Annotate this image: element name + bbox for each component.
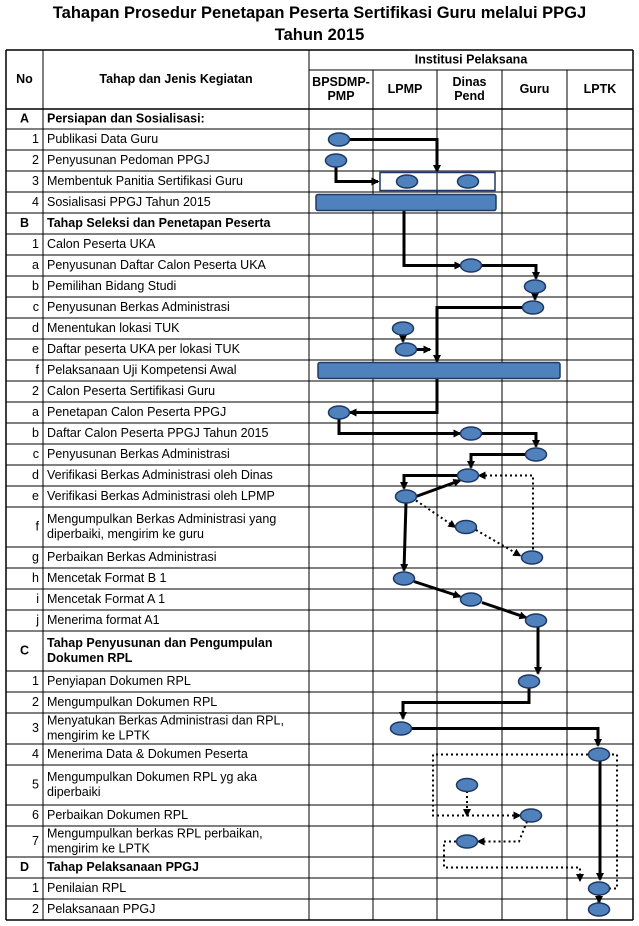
row-no: 6: [32, 807, 39, 822]
row-activity: Persiapan dan Sosialisasi:: [47, 111, 205, 126]
row-no: 5: [32, 777, 39, 792]
flow-arrow: [404, 211, 461, 266]
row-activity: Penyusunan Berkas Administrasi: [47, 446, 230, 461]
row-no: 2: [32, 901, 39, 916]
flow-node: [589, 903, 610, 916]
row-no: 1: [32, 131, 39, 146]
row-activity: diperbaiki, mengirim ke guru: [47, 526, 205, 541]
row-no: g: [32, 549, 39, 564]
row-activity: Penyusunan Berkas Administrasi: [47, 299, 230, 314]
row-activity: Menentukan lokasi TUK: [47, 320, 180, 335]
row-activity: Mengumpulkan Dokumen RPL yg aka: [47, 769, 258, 784]
row-activity: Daftar Calon Peserta PPGJ Tahun 2015: [47, 425, 269, 440]
row-activity: Pelaksanaan Uji Kompetensi Awal: [47, 362, 237, 377]
row-activity: Penyiapan Dokumen RPL: [47, 673, 191, 688]
row-no: 2: [32, 152, 39, 167]
row-no: C: [19, 643, 30, 658]
flow-node: [461, 259, 482, 272]
row-no: h: [32, 570, 39, 585]
header-inst-3: Pend: [454, 88, 485, 103]
flow-node: [458, 175, 479, 188]
row-no: j: [36, 612, 39, 627]
row-activity: Penyusunan Pedoman PPGJ: [47, 152, 210, 167]
flow-arrow: [476, 530, 520, 556]
header-inst-1: BPSDMP-: [312, 74, 370, 89]
flow-node: [461, 593, 482, 606]
flow-arrow: [416, 501, 455, 528]
row-activity: Calon Peserta UKA: [47, 236, 156, 251]
row-activity: Sosialisasi PPGJ Tahun 2015: [47, 194, 211, 209]
row-activity: Mencetak Format A 1: [47, 591, 166, 606]
header-institution: Institusi Pelaksana: [414, 52, 528, 67]
row-no: f: [35, 362, 39, 377]
flow-node: [456, 521, 477, 534]
flow-arrow: [336, 167, 378, 182]
flow-node: [329, 406, 350, 419]
flow-node: [326, 154, 347, 167]
row-no: f: [35, 519, 39, 534]
flow-arrow: [482, 266, 536, 279]
row-no: A: [19, 111, 30, 126]
flow-arrow: [350, 379, 437, 413]
flow-node: [393, 322, 414, 335]
row-no: 1: [32, 236, 39, 251]
row-no: 2: [32, 383, 39, 398]
flow-bar: [318, 363, 560, 379]
flow-arrow: [349, 140, 437, 172]
flow-node: [461, 427, 482, 440]
header-no: No: [16, 71, 33, 86]
row-activity: Calon Peserta Sertifikasi Guru: [47, 383, 216, 398]
row-activity: Publikasi Data Guru: [47, 131, 159, 146]
row-no: c: [32, 299, 39, 314]
flow-node: [457, 779, 478, 792]
flow-node: [519, 675, 540, 688]
table-text: [16, 52, 616, 916]
flow-node: [589, 748, 610, 761]
header-inst-4: Guru: [519, 81, 550, 96]
flow-node: [589, 882, 610, 895]
row-activity: Mengumpulkan Dokumen RPL: [47, 694, 218, 709]
flow-arrow: [412, 729, 598, 746]
flow-node: [521, 809, 542, 822]
row-activity: Penetapan Calon Peserta PPGJ: [47, 404, 227, 419]
row-no: e: [32, 341, 39, 356]
row-activity: Penyusunan Daftar Calon Peserta UKA: [47, 257, 266, 272]
row-activity: Tahap Penyusunan dan Pengumpulan: [47, 635, 273, 650]
row-no: 2: [32, 694, 39, 709]
row-no: d: [32, 467, 39, 482]
row-no: 4: [32, 194, 39, 209]
flow-arrow: [479, 476, 533, 550]
row-no: b: [32, 278, 39, 293]
row-activity: Mencetak Format B 1: [47, 570, 167, 585]
row-activity: Perbaikan Dokumen RPL: [47, 807, 189, 822]
row-activity: Pemilihan Bidang Studi: [47, 278, 177, 293]
row-activity: Mengumpulkan berkas RPL perbaikan,: [47, 826, 263, 841]
row-no: b: [32, 425, 39, 440]
flow-node: [329, 133, 350, 146]
flow-arrow: [404, 503, 406, 571]
row-activity: Membentuk Panitia Sertifikasi Guru: [47, 173, 243, 188]
row-activity: Verifikasi Berkas Administrasi oleh LPMP: [47, 488, 275, 503]
row-no: D: [19, 859, 30, 874]
header-activity: Tahap dan Jenis Kegiatan: [99, 71, 253, 86]
row-activity: Perbaikan Berkas Administrasi: [47, 549, 217, 564]
row-activity: mengirim ke LPTK: [47, 728, 150, 743]
flow-nodes: [316, 133, 610, 916]
flow-arrow: [482, 434, 536, 447]
row-no: 3: [32, 720, 39, 735]
row-activity: Mengumpulkan Berkas Administrasi yang: [47, 511, 277, 526]
row-activity: Tahap Pelaksanaan PPGJ: [47, 859, 199, 874]
flow-bar: [316, 195, 496, 211]
row-no: 1: [32, 673, 39, 688]
row-activity: diperbaiki: [47, 784, 101, 799]
row-no: d: [32, 320, 39, 335]
title-line-2: Tahun 2015: [274, 26, 365, 44]
row-no: a: [32, 404, 39, 419]
flow-node: [525, 280, 546, 293]
flow-arrow: [590, 755, 617, 889]
flow-node: [396, 343, 417, 356]
row-activity: Daftar peserta UKA per lokasi TUK: [47, 341, 240, 356]
header-inst-2: LPMP: [387, 81, 423, 96]
row-no: B: [19, 215, 30, 230]
flow-node: [391, 722, 412, 735]
flow-node: [397, 175, 418, 188]
row-no: i: [36, 591, 39, 606]
row-no: 3: [32, 173, 39, 188]
flow-node: [457, 835, 478, 848]
flow-node: [522, 551, 543, 564]
row-activity: Penilaian RPL: [47, 880, 127, 895]
flow-node: [523, 301, 544, 314]
flow-arrow: [437, 308, 522, 362]
flow-node: [526, 448, 547, 461]
row-activity: mengirim ke LPTK: [47, 841, 150, 856]
header-inst-5: LPTK: [583, 81, 617, 96]
row-activity: Verifikasi Berkas Administrasi oleh Dinas: [47, 467, 273, 482]
flow-arrow: [339, 419, 460, 434]
row-activity: Menerima Data & Dokumen Peserta: [47, 746, 248, 761]
header-inst-3: Dinas: [452, 74, 487, 89]
flow-arrow: [416, 481, 460, 497]
row-activity: Menerima format A1: [47, 612, 160, 627]
title-line-1: Tahapan Prosedur Penetapan Peserta Sertifikasi Guru melalui PPGJ: [52, 4, 587, 22]
row-no: 1: [32, 880, 39, 895]
flow-node: [394, 572, 415, 585]
row-activity: Dokumen RPL: [47, 650, 133, 665]
flow-node: [396, 490, 417, 503]
row-activity: Tahap Seleksi dan Penetapan Peserta: [47, 215, 271, 230]
row-no: 4: [32, 746, 39, 761]
flow-node: [526, 614, 547, 627]
flow-node: [458, 469, 479, 482]
row-no: 7: [32, 833, 39, 848]
row-no: e: [32, 488, 39, 503]
row-activity: Menyatukan Berkas Administrasi dan RPL,: [47, 713, 284, 728]
flow-arrow: [471, 455, 526, 468]
row-activity: Pelaksanaan PPGJ: [47, 901, 156, 916]
header-inst-1: PMP: [327, 88, 355, 103]
flow-arrow: [404, 476, 458, 489]
row-no: a: [32, 257, 39, 272]
row-no: c: [32, 446, 39, 461]
